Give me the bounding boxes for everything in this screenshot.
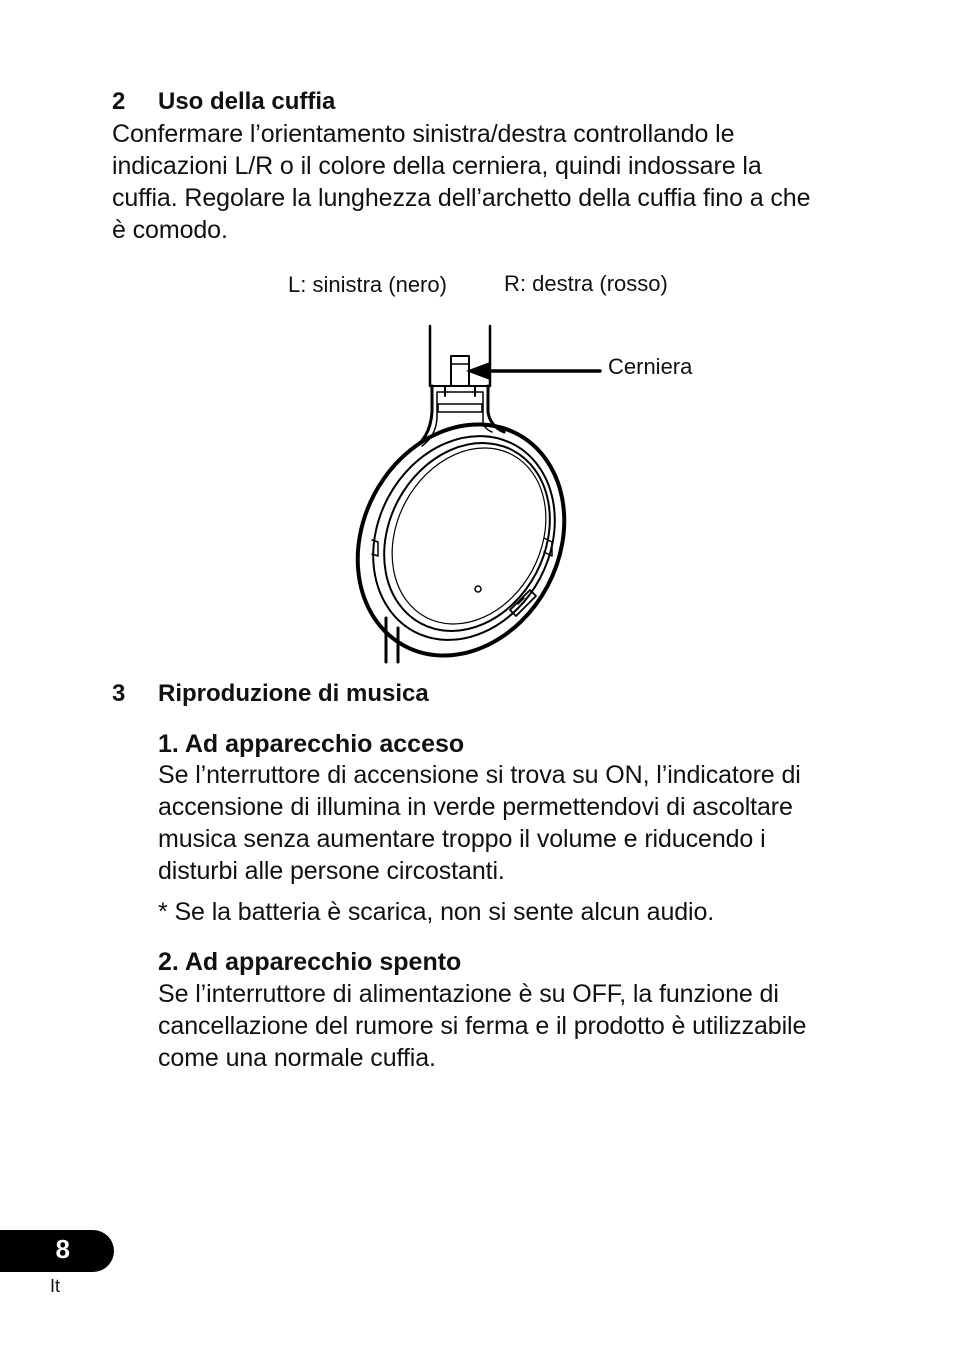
label-hinge: Cerniera	[608, 354, 693, 379]
section-3-number: 3	[112, 680, 126, 707]
text-line: indicazioni L/R o il colore della cerniera, quindi indossare la	[112, 152, 762, 180]
subsection-2-text	[158, 978, 806, 1074]
text-line: accensione di illumina in verde permettendovi di ascoltare	[158, 793, 793, 821]
language-code: It	[50, 1276, 61, 1296]
text-line: Se l’interruttore di alimentazione è su OFF, la funzione di	[158, 980, 779, 1008]
text-line: è comodo.	[112, 216, 228, 244]
battery-note: * Se la batteria è scarica, non si sente alcun audio.	[158, 898, 715, 926]
hinge-arrow-head	[466, 362, 490, 380]
page-number: 8	[55, 1234, 70, 1264]
cable	[386, 618, 398, 662]
page-number-badge	[0, 1230, 114, 1272]
earcup-inner-ring	[338, 404, 589, 672]
earcup-outer	[318, 388, 604, 692]
earcup-pad	[352, 414, 582, 660]
text-line: Se l’nterruttore di accensione si trova su ON, l’indicatore di	[158, 761, 801, 789]
section-2-text	[112, 118, 810, 246]
label-right-red: R: destra (rosso)	[504, 271, 668, 296]
indicator-led-icon	[475, 586, 481, 592]
text-line: cancellazione del rumore si ferma e il prodotto è utilizzabile	[158, 1012, 807, 1040]
section-2-number: 2	[112, 88, 126, 115]
text-line: come una normale cuffia.	[158, 1044, 436, 1072]
text-line: cuffia. Regolare la lunghezza dell’archetto della cuffia fino a che	[112, 184, 811, 212]
section-3-title: Riproduzione di musica	[158, 680, 429, 707]
label-left-black: L: sinistra (nero)	[288, 272, 447, 297]
subsection-2-title: 2. Ad apparecchio spento	[158, 948, 462, 976]
hinge-icon	[445, 356, 475, 396]
text-line: disturbi alle persone circostanti.	[158, 857, 505, 885]
power-switch-icon	[510, 590, 536, 616]
text-line: musica senza aumentare troppo il volume e riducendo i	[158, 825, 766, 853]
text-line: Confermare l’orientamento sinistra/destra controllando le	[112, 120, 735, 148]
subsection-1-title: 1. Ad apparecchio acceso	[158, 730, 465, 758]
section-2-title: Uso della cuffia	[158, 88, 336, 115]
subsection-1-text	[158, 759, 801, 887]
yoke	[410, 386, 504, 450]
